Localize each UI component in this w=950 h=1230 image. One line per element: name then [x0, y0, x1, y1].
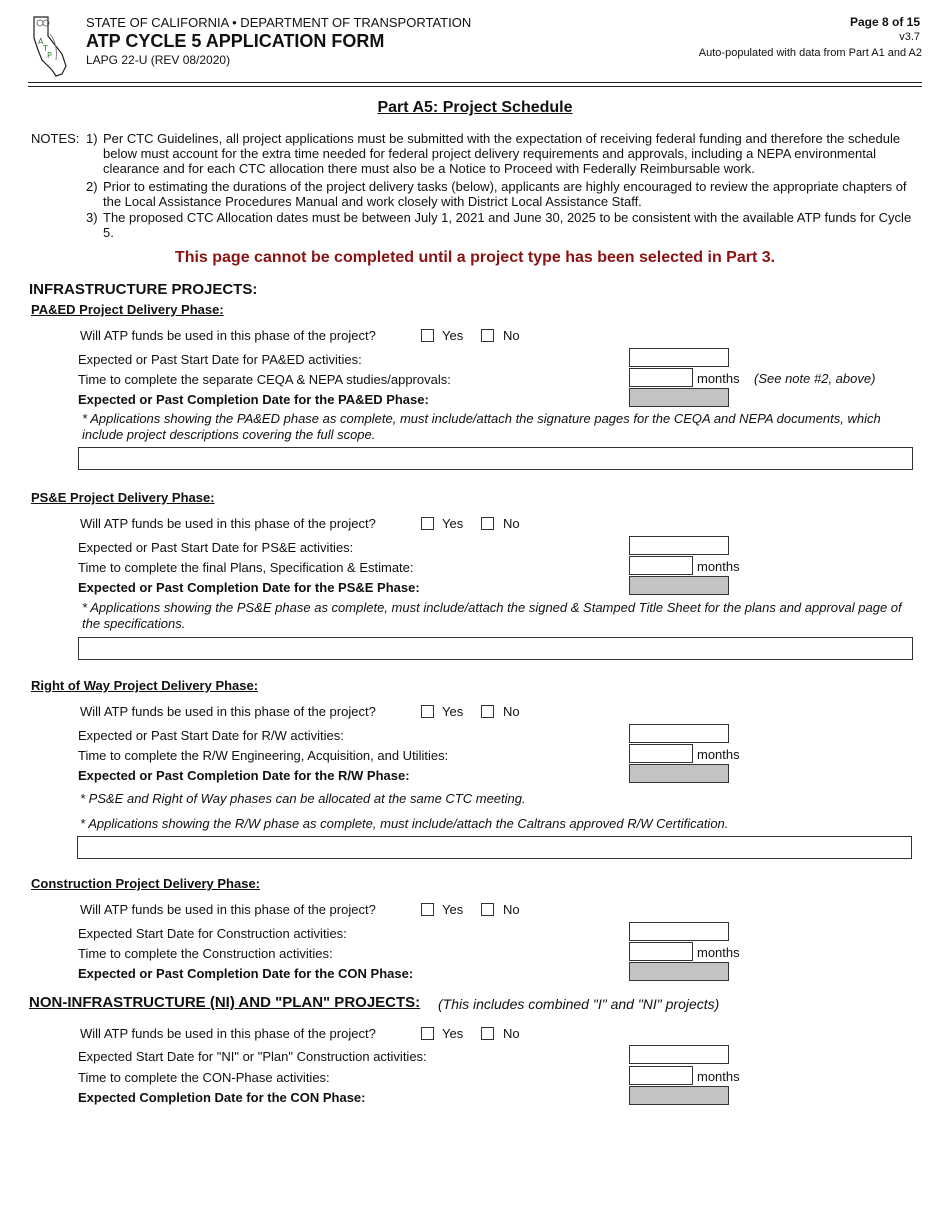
con-months-input[interactable]	[629, 942, 693, 961]
note-number: 1)	[86, 131, 98, 146]
ni-no-checkbox[interactable]	[481, 1027, 494, 1040]
con-start-label: Expected Start Date for Construction activities:	[78, 926, 347, 941]
paed-completion-date	[629, 388, 729, 407]
ni-yes-label: Yes	[442, 1026, 464, 1041]
notes-label: NOTES:	[31, 131, 80, 146]
ni-time-label: Time to complete the CON-Phase activities:	[78, 1070, 330, 1085]
con-heading: Construction Project Delivery Phase:	[31, 876, 261, 891]
pse-complete-label: Expected or Past Completion Date for the PS&E Phase:	[78, 580, 420, 595]
note-3	[86, 210, 922, 240]
ni-complete-label: Expected Completion Date for the CON Phase:	[78, 1090, 366, 1105]
version: v3.7	[899, 31, 920, 43]
paed-no-label: No	[503, 328, 520, 343]
ni-completion-date	[629, 1086, 729, 1105]
note-1	[86, 131, 922, 176]
ni-months-unit: months	[697, 1069, 740, 1084]
rw-heading: Right of Way Project Delivery Phase:	[31, 678, 259, 693]
part-title: Part A5: Project Schedule	[377, 99, 573, 116]
con-no-label: No	[503, 902, 520, 917]
paed-months-unit: months	[697, 371, 740, 386]
paed-complete-label: Expected or Past Completion Date for the PA&ED Phase:	[78, 392, 429, 407]
rw-time-label: Time to complete the R/W Engineering, Acquisition, and Utilities:	[78, 748, 449, 763]
paed-no-checkbox[interactable]	[481, 329, 494, 342]
ni-subheading: (This includes combined "I" and "NI" projects)	[438, 996, 720, 1012]
ni-no-label: No	[503, 1026, 520, 1041]
pse-start-date-input[interactable]	[629, 536, 729, 555]
con-months-unit: months	[697, 945, 740, 960]
con-yes-label: Yes	[442, 902, 464, 917]
warning-message: This page cannot be completed until a project type has been selected in Part 3.	[174, 249, 776, 266]
note-number: 2)	[86, 179, 98, 194]
form-title: ATP CYCLE 5 APPLICATION FORM	[86, 31, 385, 51]
rw-start-label: Expected or Past Start Date for R/W activities:	[78, 728, 344, 743]
ni-funds-question: Will ATP funds be used in this phase of the project?	[80, 1026, 376, 1041]
paed-yes-checkbox[interactable]	[421, 329, 434, 342]
rw-start-date-input[interactable]	[629, 724, 729, 743]
note-2	[86, 179, 922, 209]
ni-months-input[interactable]	[629, 1066, 693, 1085]
pse-yes-checkbox[interactable]	[421, 517, 434, 530]
note-number: 3)	[86, 210, 98, 225]
paed-attachment-field[interactable]	[78, 447, 913, 470]
pse-note: * Applications showing the PS&E phase as complete, must include/attach the signed & Stamped Title Sheet for the plans and approval page of the specifications.	[82, 600, 902, 631]
paed-heading: PA&ED Project Delivery Phase:	[31, 302, 224, 317]
pse-months-unit: months	[697, 559, 740, 574]
pse-time-label: Time to complete the final Plans, Specification & Estimate:	[78, 560, 414, 575]
svg-text:A: A	[38, 37, 44, 46]
note-text: Prior to estimating the durations of the project delivery tasks (below), applicants are highly encouraged to review the appropriate chapters of the Local Assistance Procedures Manual and work closely with District Local Assistance Staff.	[103, 179, 907, 209]
con-completion-date	[629, 962, 729, 981]
con-funds-question: Will ATP funds be used in this phase of the project?	[80, 902, 376, 917]
rw-note-1: * PS&E and Right of Way phases can be allocated at the same CTC meeting.	[80, 791, 526, 806]
con-complete-label: Expected or Past Completion Date for the CON Phase:	[78, 966, 414, 981]
con-yes-checkbox[interactable]	[421, 903, 434, 916]
agency-line: STATE OF CALIFORNIA • DEPARTMENT OF TRANSPORTATION	[86, 15, 472, 30]
svg-text:P: P	[47, 51, 52, 60]
con-time-label: Time to complete the Construction activities:	[78, 946, 333, 961]
pse-attachment-field[interactable]	[78, 637, 913, 660]
pse-no-label: No	[503, 516, 520, 531]
rw-funds-question: Will ATP funds be used in this phase of the project?	[80, 704, 376, 719]
pse-months-input[interactable]	[629, 556, 693, 575]
autopopulated-note: Auto-populated with data from Part A1 and A2	[698, 47, 922, 59]
infrastructure-heading: INFRASTRUCTURE PROJECTS:	[29, 281, 258, 298]
header-divider-2	[28, 86, 922, 87]
rw-months-unit: months	[697, 747, 740, 762]
paed-funds-question: Will ATP funds be used in this phase of the project?	[80, 328, 376, 343]
rw-yes-checkbox[interactable]	[421, 705, 434, 718]
pse-completion-date	[629, 576, 729, 595]
ni-start-date-input[interactable]	[629, 1045, 729, 1064]
pse-funds-question: Will ATP funds be used in this phase of the project?	[80, 516, 376, 531]
pse-start-label: Expected or Past Start Date for PS&E activities:	[78, 540, 354, 555]
rw-no-label: No	[503, 704, 520, 719]
paed-time-label: Time to complete the separate CEQA & NEPA studies/approvals:	[78, 372, 451, 387]
rw-complete-label: Expected or Past Completion Date for the R/W Phase:	[78, 768, 410, 783]
pse-heading: PS&E Project Delivery Phase:	[31, 490, 215, 505]
note-text: Per CTC Guidelines, all project applications must be submitted with the expectation of receiving federal funding and therefore the schedule below must account for the extra time needed for federal project delivery requirements and approvals, including a NEPA environmental clearance and for each CTC allocation there must also be a Notice to Proceed with Federally Reimbursable work.	[103, 131, 901, 176]
pse-yes-label: Yes	[442, 516, 464, 531]
paed-yes-label: Yes	[442, 328, 464, 343]
california-atp-logo-icon	[28, 14, 74, 80]
ni-yes-checkbox[interactable]	[421, 1027, 434, 1040]
svg-text:T: T	[43, 44, 48, 53]
rw-completion-date	[629, 764, 729, 783]
page-number: Page 8 of 15	[849, 15, 920, 29]
note-text: The proposed CTC Allocation dates must be between July 1, 2021 and June 30, 2025 to be consistent with the available ATP funds for Cycle 5.	[103, 210, 912, 240]
form-id: LAPG 22-U (REV 08/2020)	[86, 53, 231, 67]
ni-heading: NON-INFRASTRUCTURE (NI) AND "PLAN" PROJECTS:	[29, 994, 421, 1011]
paed-start-label: Expected or Past Start Date for PA&ED activities:	[78, 352, 362, 367]
header-divider	[28, 82, 922, 83]
ni-start-label: Expected Start Date for "NI" or "Plan" Construction activities:	[78, 1049, 427, 1064]
paed-note: * Applications showing the PA&ED phase as complete, must include/attach the signature pages for the CEQA and NEPA documents, which include project descriptions covering the full scope.	[82, 411, 881, 442]
rw-attachment-field[interactable]	[77, 836, 912, 859]
con-no-checkbox[interactable]	[481, 903, 494, 916]
rw-yes-label: Yes	[442, 704, 464, 719]
paed-see-note: (See note #2, above)	[754, 371, 876, 386]
rw-months-input[interactable]	[629, 744, 693, 763]
pse-no-checkbox[interactable]	[481, 517, 494, 530]
paed-start-date-input[interactable]	[629, 348, 729, 367]
con-start-date-input[interactable]	[629, 922, 729, 941]
rw-note-2: * Applications showing the R/W phase as complete, must include/attach the Caltrans approved R/W Certification.	[80, 816, 729, 831]
paed-months-input[interactable]	[629, 368, 693, 387]
rw-no-checkbox[interactable]	[481, 705, 494, 718]
